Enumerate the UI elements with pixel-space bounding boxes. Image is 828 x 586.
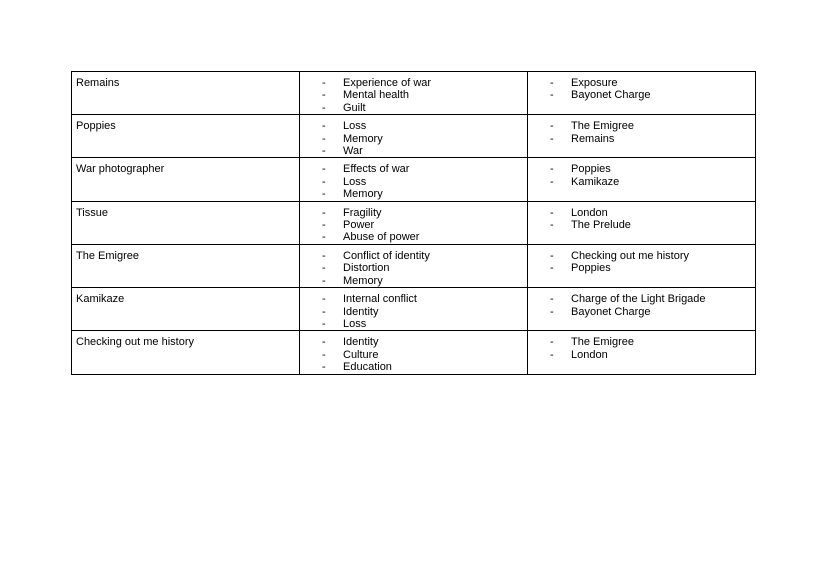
dash-bullet: - <box>550 305 554 318</box>
poem-title: War photographer <box>76 163 165 176</box>
table-row <box>72 72 756 115</box>
theme-item <box>304 145 523 157</box>
dash-bullet: - <box>550 120 554 133</box>
theme-item <box>304 318 523 330</box>
dash-bullet: - <box>322 249 326 262</box>
themes-list <box>304 77 523 114</box>
themes-cell <box>300 288 528 331</box>
dash-bullet: - <box>322 132 326 145</box>
theme-item <box>304 219 523 231</box>
dash-bullet: - <box>322 262 326 275</box>
theme-item-text: Internal conflict <box>343 293 417 306</box>
poem-title: Poppies <box>76 120 116 133</box>
table-row <box>72 288 756 331</box>
theme-item <box>304 262 523 274</box>
link-item <box>532 176 751 188</box>
theme-item-text: Fragility <box>343 206 382 219</box>
link-item <box>532 120 751 132</box>
link-item <box>532 219 751 231</box>
theme-item <box>304 361 523 373</box>
poem-title: Checking out me history <box>76 336 194 349</box>
link-item <box>532 163 751 175</box>
dash-bullet: - <box>550 348 554 361</box>
links-cell <box>528 331 756 374</box>
poem-title-cell <box>72 201 300 244</box>
link-item-text: Charge of the Light Brigade <box>571 293 706 306</box>
dash-bullet: - <box>550 163 554 176</box>
dash-bullet: - <box>322 188 326 201</box>
themes-list <box>304 207 523 244</box>
theme-item-text: Culture <box>343 348 379 361</box>
theme-item <box>304 163 523 175</box>
dash-bullet: - <box>322 336 326 349</box>
dash-bullet: - <box>322 317 326 330</box>
themes-list <box>304 120 523 157</box>
link-item-text: Exposure <box>571 77 618 89</box>
themes-cell <box>300 201 528 244</box>
links-cell <box>528 201 756 244</box>
links-cell <box>528 288 756 331</box>
dash-bullet: - <box>550 219 554 232</box>
theme-item <box>304 176 523 188</box>
theme-item-text: War <box>343 145 363 158</box>
dash-bullet: - <box>550 262 554 275</box>
links-list <box>532 207 751 232</box>
poem-comparison-table <box>71 71 756 375</box>
link-item-text: The Emigree <box>571 120 634 133</box>
poem-title-cell <box>72 244 300 287</box>
link-item <box>532 133 751 145</box>
dash-bullet: - <box>550 175 554 188</box>
links-cell <box>528 72 756 115</box>
dash-bullet: - <box>550 77 554 89</box>
poem-title-cell <box>72 72 300 115</box>
dash-bullet: - <box>322 219 326 232</box>
dash-bullet: - <box>322 305 326 318</box>
poem-title: The Emigree <box>76 249 139 262</box>
dash-bullet: - <box>550 206 554 219</box>
theme-item <box>304 207 523 219</box>
table-row <box>72 158 756 201</box>
theme-item <box>304 89 523 101</box>
theme-item-text: Loss <box>343 317 367 330</box>
link-item-text: Poppies <box>571 163 611 176</box>
theme-item <box>304 231 523 243</box>
link-item-text: Remains <box>571 132 615 145</box>
theme-item <box>304 133 523 145</box>
poem-title-cell <box>72 158 300 201</box>
dash-bullet: - <box>550 249 554 262</box>
links-list <box>532 77 751 102</box>
link-item <box>532 207 751 219</box>
themes-cell <box>300 72 528 115</box>
link-item-text: Poppies <box>571 262 611 275</box>
dash-bullet: - <box>322 274 326 287</box>
dash-bullet: - <box>322 361 326 374</box>
links-list <box>532 293 751 318</box>
theme-item-text: Experience of war <box>343 77 432 89</box>
themes-list <box>304 163 523 200</box>
dash-bullet: - <box>322 163 326 176</box>
themes-list <box>304 293 523 330</box>
link-item <box>532 336 751 348</box>
theme-item <box>304 77 523 89</box>
poem-title-cell <box>72 331 300 374</box>
link-item-text: Bayonet Charge <box>571 89 651 102</box>
link-item <box>532 89 751 101</box>
theme-item-text: Distortion <box>343 262 390 275</box>
link-item <box>532 293 751 305</box>
links-list <box>532 336 751 361</box>
dash-bullet: - <box>322 293 326 306</box>
theme-item-text: Conflict of identity <box>343 249 430 262</box>
dash-bullet: - <box>550 293 554 306</box>
theme-item <box>304 188 523 200</box>
poem-title-cell <box>72 115 300 158</box>
theme-item-text: Identity <box>343 305 379 318</box>
table-row <box>72 331 756 374</box>
themes-list <box>304 336 523 373</box>
theme-item <box>304 306 523 318</box>
poem-title: Tissue <box>76 206 108 219</box>
table-row <box>72 244 756 287</box>
link-item <box>532 349 751 361</box>
theme-item <box>304 293 523 305</box>
links-list <box>532 120 751 145</box>
theme-item-text: Loss <box>343 175 367 188</box>
links-cell <box>528 158 756 201</box>
theme-item-text: Loss <box>343 120 367 133</box>
poem-title: Remains <box>76 77 120 89</box>
themes-list <box>304 250 523 287</box>
dash-bullet: - <box>322 175 326 188</box>
theme-item-text: Guilt <box>343 101 366 114</box>
dash-bullet: - <box>322 120 326 133</box>
theme-item-text: Memory <box>343 188 383 201</box>
dash-bullet: - <box>322 206 326 219</box>
link-item <box>532 250 751 262</box>
dash-bullet: - <box>322 145 326 158</box>
poem-title-cell <box>72 288 300 331</box>
theme-item-text: Identity <box>343 336 379 349</box>
link-item <box>532 262 751 274</box>
poem-title: Kamikaze <box>76 293 125 306</box>
themes-cell <box>300 115 528 158</box>
link-item-text: London <box>571 206 608 219</box>
table-row <box>72 115 756 158</box>
dash-bullet: - <box>322 89 326 102</box>
link-item-text: The Emigree <box>571 336 634 349</box>
link-item <box>532 77 751 89</box>
themes-cell <box>300 331 528 374</box>
links-list <box>532 163 751 188</box>
table-body <box>72 72 756 375</box>
dash-bullet: - <box>322 77 326 89</box>
links-cell <box>528 115 756 158</box>
theme-item-text: Memory <box>343 274 383 287</box>
theme-item-text: Power <box>343 219 375 232</box>
theme-item-text: Mental health <box>343 89 410 102</box>
theme-item-text: Abuse of power <box>343 231 420 244</box>
theme-item-text: Effects of war <box>343 163 410 176</box>
dash-bullet: - <box>550 132 554 145</box>
links-cell <box>528 244 756 287</box>
link-item-text: The Prelude <box>571 219 631 232</box>
dash-bullet: - <box>550 89 554 102</box>
link-item-text: London <box>571 348 608 361</box>
theme-item <box>304 102 523 114</box>
theme-item <box>304 120 523 132</box>
theme-item <box>304 250 523 262</box>
dash-bullet: - <box>322 348 326 361</box>
theme-item <box>304 349 523 361</box>
themes-cell <box>300 158 528 201</box>
theme-item-text: Education <box>343 361 392 374</box>
dash-bullet: - <box>550 336 554 349</box>
table-row <box>72 201 756 244</box>
link-item-text: Checking out me history <box>571 249 689 262</box>
link-item-text: Bayonet Charge <box>571 305 651 318</box>
link-item <box>532 306 751 318</box>
links-list <box>532 250 751 275</box>
dash-bullet: - <box>322 231 326 244</box>
link-item-text: Kamikaze <box>571 175 620 188</box>
theme-item-text: Memory <box>343 132 383 145</box>
dash-bullet: - <box>322 101 326 114</box>
theme-item <box>304 275 523 287</box>
themes-cell <box>300 244 528 287</box>
theme-item <box>304 336 523 348</box>
